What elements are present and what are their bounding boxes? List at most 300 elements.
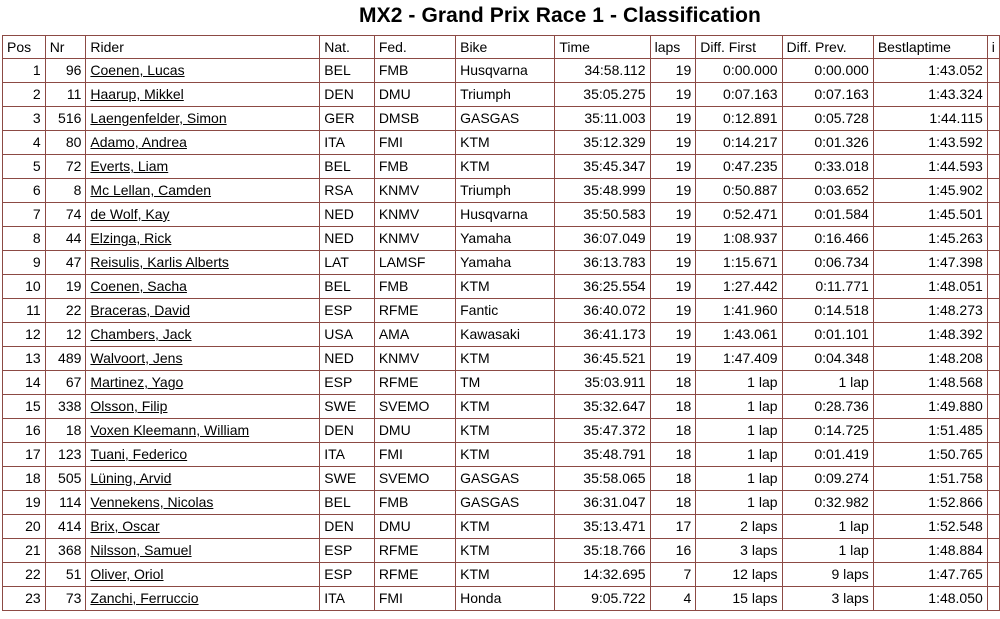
table-row	[3, 227, 1000, 251]
rider-cell	[86, 563, 320, 587]
diff-prev-cell: 0:32.982	[782, 491, 873, 515]
table-row	[3, 467, 1000, 491]
rider-cell	[86, 419, 320, 443]
rider-cell	[86, 347, 320, 371]
bike-cell: Husqvarna	[456, 203, 555, 227]
diff-first-cell: 1:47.409	[696, 347, 782, 371]
bike-cell: GASGAS	[456, 491, 555, 515]
time-cell: 36:07.049	[555, 227, 650, 251]
column-header-laps: laps	[650, 36, 696, 59]
diff-prev-cell: 0:09.274	[782, 467, 873, 491]
laps-cell: 7	[650, 563, 696, 587]
bestlaptime-cell: 1:52.548	[873, 515, 987, 539]
nat-cell: NED	[320, 227, 375, 251]
extra-cell	[987, 467, 999, 491]
laps-cell: 19	[650, 179, 696, 203]
pos-cell: 16	[3, 419, 46, 443]
bestlaptime-cell: 1:47.765	[873, 563, 987, 587]
time-cell: 36:40.072	[555, 299, 650, 323]
nat-cell: SWE	[320, 467, 375, 491]
nat-cell: DEN	[320, 515, 375, 539]
bestlaptime-cell: 1:43.052	[873, 59, 987, 83]
fed-cell: KNMV	[374, 347, 455, 371]
laps-cell: 18	[650, 371, 696, 395]
rider-link[interactable]: Adamo, Andrea	[90, 134, 187, 150]
laps-cell: 18	[650, 491, 696, 515]
nr-cell: 96	[45, 59, 86, 83]
extra-cell	[987, 131, 999, 155]
bestlaptime-cell: 1:49.880	[873, 395, 987, 419]
diff-prev-cell: 1 lap	[782, 539, 873, 563]
table-row	[3, 419, 1000, 443]
rider-link[interactable]: Chambers, Jack	[90, 326, 192, 342]
rider-cell	[86, 107, 320, 131]
rider-link[interactable]: Elzinga, Rick	[90, 230, 172, 246]
pos-cell: 12	[3, 323, 46, 347]
pos-cell: 3	[3, 107, 46, 131]
nr-cell: 516	[45, 107, 86, 131]
diff-first-cell: 0:12.891	[696, 107, 782, 131]
pos-cell: 20	[3, 515, 46, 539]
nr-cell: 505	[45, 467, 86, 491]
diff-first-cell: 0:07.163	[696, 83, 782, 107]
nat-cell: BEL	[320, 59, 375, 83]
bike-cell: TM	[456, 371, 555, 395]
bestlaptime-cell: 1:45.902	[873, 179, 987, 203]
laps-cell: 19	[650, 323, 696, 347]
diff-prev-cell: 3 laps	[782, 587, 873, 611]
fed-cell: FMI	[374, 131, 455, 155]
pos-cell: 22	[3, 563, 46, 587]
time-cell: 35:32.647	[555, 395, 650, 419]
diff-first-cell: 1:43.061	[696, 323, 782, 347]
nr-cell: 8	[45, 179, 86, 203]
diff-prev-cell: 0:01.419	[782, 443, 873, 467]
pos-cell: 14	[3, 371, 46, 395]
extra-cell	[987, 59, 999, 83]
column-header-bike: Bike	[456, 36, 555, 59]
time-cell: 34:58.112	[555, 59, 650, 83]
table-row	[3, 59, 1000, 83]
laps-cell: 19	[650, 251, 696, 275]
diff-first-cell: 12 laps	[696, 563, 782, 587]
diff-first-cell: 0:47.235	[696, 155, 782, 179]
table-row	[3, 323, 1000, 347]
bike-cell: GASGAS	[456, 107, 555, 131]
time-cell: 36:25.554	[555, 275, 650, 299]
diff-first-cell: 1 lap	[696, 443, 782, 467]
extra-cell	[987, 539, 999, 563]
rider-cell	[86, 491, 320, 515]
extra-cell	[987, 107, 999, 131]
nat-cell: DEN	[320, 83, 375, 107]
rider-cell	[86, 587, 320, 611]
laps-cell: 18	[650, 467, 696, 491]
nat-cell: RSA	[320, 179, 375, 203]
rider-cell	[86, 155, 320, 179]
extra-cell	[987, 587, 999, 611]
nr-cell: 73	[45, 587, 86, 611]
time-cell: 35:03.911	[555, 371, 650, 395]
laps-cell: 19	[650, 299, 696, 323]
time-cell: 36:31.047	[555, 491, 650, 515]
extra-cell	[987, 299, 999, 323]
rider-cell	[86, 203, 320, 227]
rider-cell	[86, 251, 320, 275]
bike-cell: KTM	[456, 443, 555, 467]
diff-first-cell: 1:41.960	[696, 299, 782, 323]
extra-cell	[987, 179, 999, 203]
laps-cell: 19	[650, 131, 696, 155]
extra-cell	[987, 227, 999, 251]
diff-prev-cell: 0:01.326	[782, 131, 873, 155]
diff-prev-cell: 0:01.101	[782, 323, 873, 347]
extra-cell	[987, 347, 999, 371]
fed-cell: AMA	[374, 323, 455, 347]
rider-link[interactable]: Voxen Kleemann, William	[90, 422, 250, 438]
diff-prev-cell: 0:06.734	[782, 251, 873, 275]
rider-link[interactable]: Martinez, Yago	[90, 374, 184, 390]
laps-cell: 16	[650, 539, 696, 563]
diff-first-cell: 2 laps	[696, 515, 782, 539]
diff-prev-cell: 0:07.163	[782, 83, 873, 107]
rider-cell	[86, 299, 320, 323]
fed-cell: RFME	[374, 371, 455, 395]
pos-cell: 10	[3, 275, 46, 299]
rider-link[interactable]: Brix, Oscar	[90, 518, 160, 534]
fed-cell: RFME	[374, 563, 455, 587]
bestlaptime-cell: 1:48.208	[873, 347, 987, 371]
table-row	[3, 203, 1000, 227]
pos-cell: 4	[3, 131, 46, 155]
table-row	[3, 251, 1000, 275]
diff-first-cell: 1 lap	[696, 395, 782, 419]
fed-cell: KNMV	[374, 203, 455, 227]
bestlaptime-cell: 1:50.765	[873, 443, 987, 467]
bike-cell: Honda	[456, 587, 555, 611]
bike-cell: Kawasaki	[456, 323, 555, 347]
bike-cell: Fantic	[456, 299, 555, 323]
table-row	[3, 371, 1000, 395]
nat-cell: BEL	[320, 491, 375, 515]
fed-cell: SVEMO	[374, 467, 455, 491]
bike-cell: Triumph	[456, 83, 555, 107]
time-cell: 35:50.583	[555, 203, 650, 227]
nr-cell: 19	[45, 275, 86, 299]
laps-cell: 18	[650, 419, 696, 443]
table-row	[3, 275, 1000, 299]
nr-cell: 114	[45, 491, 86, 515]
rider-cell	[86, 467, 320, 491]
rider-link[interactable]: Walvoort, Jens	[90, 350, 183, 366]
bike-cell: KTM	[456, 347, 555, 371]
rider-link[interactable]: de Wolf, Kay	[90, 206, 170, 222]
extra-cell	[987, 419, 999, 443]
fed-cell: DMSB	[374, 107, 455, 131]
nr-cell: 18	[45, 419, 86, 443]
extra-cell	[987, 443, 999, 467]
rider-cell	[86, 323, 320, 347]
nr-cell: 44	[45, 227, 86, 251]
diff-first-cell: 1 lap	[696, 371, 782, 395]
nr-cell: 51	[45, 563, 86, 587]
rider-link[interactable]: Everts, Liam	[90, 158, 169, 174]
bestlaptime-cell: 1:48.050	[873, 587, 987, 611]
bike-cell: KTM	[456, 539, 555, 563]
extra-cell	[987, 155, 999, 179]
extra-cell	[987, 251, 999, 275]
diff-first-cell: 15 laps	[696, 587, 782, 611]
table-row	[3, 443, 1000, 467]
column-header-fed: Fed.	[374, 36, 455, 59]
nr-cell: 80	[45, 131, 86, 155]
bestlaptime-cell: 1:45.501	[873, 203, 987, 227]
time-cell: 14:32.695	[555, 563, 650, 587]
extra-cell	[987, 83, 999, 107]
nr-cell: 72	[45, 155, 86, 179]
laps-cell: 19	[650, 59, 696, 83]
nr-cell: 414	[45, 515, 86, 539]
fed-cell: RFME	[374, 539, 455, 563]
rider-link[interactable]: Lüning, Arvid	[90, 470, 172, 486]
nat-cell: ESP	[320, 299, 375, 323]
rider-cell	[86, 515, 320, 539]
diff-first-cell: 0:50.887	[696, 179, 782, 203]
column-header-bestlaptime: Bestlaptime	[873, 36, 987, 59]
diff-first-cell: 0:52.471	[696, 203, 782, 227]
table-row	[3, 179, 1000, 203]
time-cell: 36:13.783	[555, 251, 650, 275]
time-cell: 36:45.521	[555, 347, 650, 371]
bike-cell: Yamaha	[456, 251, 555, 275]
bestlaptime-cell: 1:48.051	[873, 275, 987, 299]
nat-cell: ESP	[320, 371, 375, 395]
nat-cell: ESP	[320, 539, 375, 563]
pos-cell: 21	[3, 539, 46, 563]
diff-prev-cell: 9 laps	[782, 563, 873, 587]
nr-cell: 12	[45, 323, 86, 347]
time-cell: 35:11.003	[555, 107, 650, 131]
diff-prev-cell: 0:11.771	[782, 275, 873, 299]
bike-cell: Yamaha	[456, 227, 555, 251]
laps-cell: 4	[650, 587, 696, 611]
nr-cell: 11	[45, 83, 86, 107]
bestlaptime-cell: 1:48.884	[873, 539, 987, 563]
nat-cell: SWE	[320, 395, 375, 419]
header-row	[3, 36, 1000, 59]
laps-cell: 19	[650, 107, 696, 131]
pos-cell: 8	[3, 227, 46, 251]
rider-link[interactable]: Olsson, Filip	[90, 398, 168, 414]
rider-link[interactable]: Tuani, Federico	[90, 446, 188, 462]
table-row	[3, 539, 1000, 563]
bike-cell: KTM	[456, 563, 555, 587]
extra-cell	[987, 491, 999, 515]
diff-first-cell: 1 lap	[696, 467, 782, 491]
pos-cell: 7	[3, 203, 46, 227]
time-cell: 9:05.722	[555, 587, 650, 611]
table-row	[3, 587, 1000, 611]
rider-link[interactable]: Mc Lellan, Camden	[90, 182, 212, 198]
nat-cell: ITA	[320, 587, 375, 611]
nr-cell: 74	[45, 203, 86, 227]
bestlaptime-cell: 1:48.273	[873, 299, 987, 323]
rider-link[interactable]: Vennekens, Nicolas	[90, 494, 214, 510]
laps-cell: 17	[650, 515, 696, 539]
diff-prev-cell: 0:28.736	[782, 395, 873, 419]
rider-cell	[86, 395, 320, 419]
diff-prev-cell: 1 lap	[782, 371, 873, 395]
diff-prev-cell: 0:01.584	[782, 203, 873, 227]
fed-cell: KNMV	[374, 179, 455, 203]
column-header-nr: Nr	[45, 36, 86, 59]
fed-cell: FMB	[374, 155, 455, 179]
page-title: MX2 - Grand Prix Race 1 - Classification	[359, 4, 761, 27]
bestlaptime-cell: 1:48.568	[873, 371, 987, 395]
bestlaptime-cell: 1:52.866	[873, 491, 987, 515]
diff-prev-cell: 0:33.018	[782, 155, 873, 179]
nr-cell: 123	[45, 443, 86, 467]
column-header-diff-first: Diff. First	[696, 36, 782, 59]
rider-link[interactable]: Nilsson, Samuel	[90, 542, 192, 558]
column-header-nat: Nat.	[320, 36, 375, 59]
extra-cell	[987, 203, 999, 227]
extra-cell	[987, 275, 999, 299]
fed-cell: DMU	[374, 83, 455, 107]
fed-cell: FMB	[374, 491, 455, 515]
rider-cell	[86, 227, 320, 251]
rider-cell	[86, 59, 320, 83]
pos-cell: 5	[3, 155, 46, 179]
bike-cell: Husqvarna	[456, 59, 555, 83]
extra-cell	[987, 371, 999, 395]
diff-prev-cell: 0:14.725	[782, 419, 873, 443]
bike-cell: KTM	[456, 419, 555, 443]
nat-cell: DEN	[320, 419, 375, 443]
laps-cell: 18	[650, 443, 696, 467]
nr-cell: 338	[45, 395, 86, 419]
time-cell: 35:48.999	[555, 179, 650, 203]
laps-cell: 19	[650, 347, 696, 371]
rider-cell	[86, 371, 320, 395]
diff-prev-cell: 0:00.000	[782, 59, 873, 83]
nat-cell: NED	[320, 347, 375, 371]
laps-cell: 19	[650, 83, 696, 107]
rider-cell	[86, 83, 320, 107]
diff-first-cell: 1:08.937	[696, 227, 782, 251]
table-row	[3, 347, 1000, 371]
nr-cell: 47	[45, 251, 86, 275]
fed-cell: DMU	[374, 419, 455, 443]
pos-cell: 11	[3, 299, 46, 323]
fed-cell: LAMSF	[374, 251, 455, 275]
laps-cell: 19	[650, 227, 696, 251]
nat-cell: ESP	[320, 563, 375, 587]
table-row	[3, 515, 1000, 539]
table-row	[3, 299, 1000, 323]
rider-cell	[86, 179, 320, 203]
diff-first-cell: 0:14.217	[696, 131, 782, 155]
table-row	[3, 83, 1000, 107]
nat-cell: BEL	[320, 275, 375, 299]
time-cell: 35:13.471	[555, 515, 650, 539]
diff-prev-cell: 0:04.348	[782, 347, 873, 371]
pos-cell: 15	[3, 395, 46, 419]
table-row	[3, 491, 1000, 515]
time-cell: 35:18.766	[555, 539, 650, 563]
rider-link[interactable]: Haarup, Mikkel	[90, 86, 184, 102]
time-cell: 35:48.791	[555, 443, 650, 467]
rider-link[interactable]: Zanchi, Ferruccio	[90, 590, 199, 606]
time-cell: 35:45.347	[555, 155, 650, 179]
bestlaptime-cell: 1:47.398	[873, 251, 987, 275]
bike-cell: KTM	[456, 275, 555, 299]
diff-prev-cell: 0:05.728	[782, 107, 873, 131]
diff-first-cell: 0:00.000	[696, 59, 782, 83]
table-row	[3, 131, 1000, 155]
rider-link[interactable]: Oliver, Oriol	[90, 566, 164, 582]
bike-cell: KTM	[456, 155, 555, 179]
pos-cell: 2	[3, 83, 46, 107]
time-cell: 36:41.173	[555, 323, 650, 347]
diff-first-cell: 3 laps	[696, 539, 782, 563]
diff-first-cell: 1:27.442	[696, 275, 782, 299]
fed-cell: DMU	[374, 515, 455, 539]
pos-cell: 13	[3, 347, 46, 371]
column-header-rider: Rider	[86, 36, 320, 59]
rider-cell	[86, 539, 320, 563]
pos-cell: 18	[3, 467, 46, 491]
rider-link[interactable]: Reisulis, Karlis Alberts	[90, 254, 229, 270]
bestlaptime-cell: 1:44.593	[873, 155, 987, 179]
nat-cell: NED	[320, 203, 375, 227]
table-row	[3, 395, 1000, 419]
rider-cell	[86, 275, 320, 299]
table-row	[3, 107, 1000, 131]
table-row	[3, 563, 1000, 587]
fed-cell: RFME	[374, 299, 455, 323]
extra-cell	[987, 515, 999, 539]
rider-link[interactable]: Coenen, Sacha	[90, 278, 187, 294]
bestlaptime-cell: 1:51.485	[873, 419, 987, 443]
diff-prev-cell: 0:14.518	[782, 299, 873, 323]
diff-prev-cell: 1 lap	[782, 515, 873, 539]
rider-link[interactable]: Braceras, David	[90, 302, 190, 318]
rider-link[interactable]: Laengenfelder, Simon	[90, 110, 227, 126]
time-cell: 35:05.275	[555, 83, 650, 107]
time-cell: 35:47.372	[555, 419, 650, 443]
bike-cell: GASGAS	[456, 467, 555, 491]
bestlaptime-cell: 1:45.263	[873, 227, 987, 251]
time-cell: 35:58.065	[555, 467, 650, 491]
laps-cell: 19	[650, 203, 696, 227]
rider-cell	[86, 131, 320, 155]
column-header-diff-prev: Diff. Prev.	[782, 36, 873, 59]
nr-cell: 368	[45, 539, 86, 563]
extra-cell	[987, 563, 999, 587]
classification-table	[2, 35, 1000, 611]
fed-cell: SVEMO	[374, 395, 455, 419]
nat-cell: LAT	[320, 251, 375, 275]
diff-prev-cell: 0:16.466	[782, 227, 873, 251]
nat-cell: GER	[320, 107, 375, 131]
pos-cell: 1	[3, 59, 46, 83]
fed-cell: FMB	[374, 275, 455, 299]
extra-cell	[987, 395, 999, 419]
laps-cell: 19	[650, 275, 696, 299]
bestlaptime-cell: 1:43.592	[873, 131, 987, 155]
rider-link[interactable]: Coenen, Lucas	[90, 62, 185, 78]
